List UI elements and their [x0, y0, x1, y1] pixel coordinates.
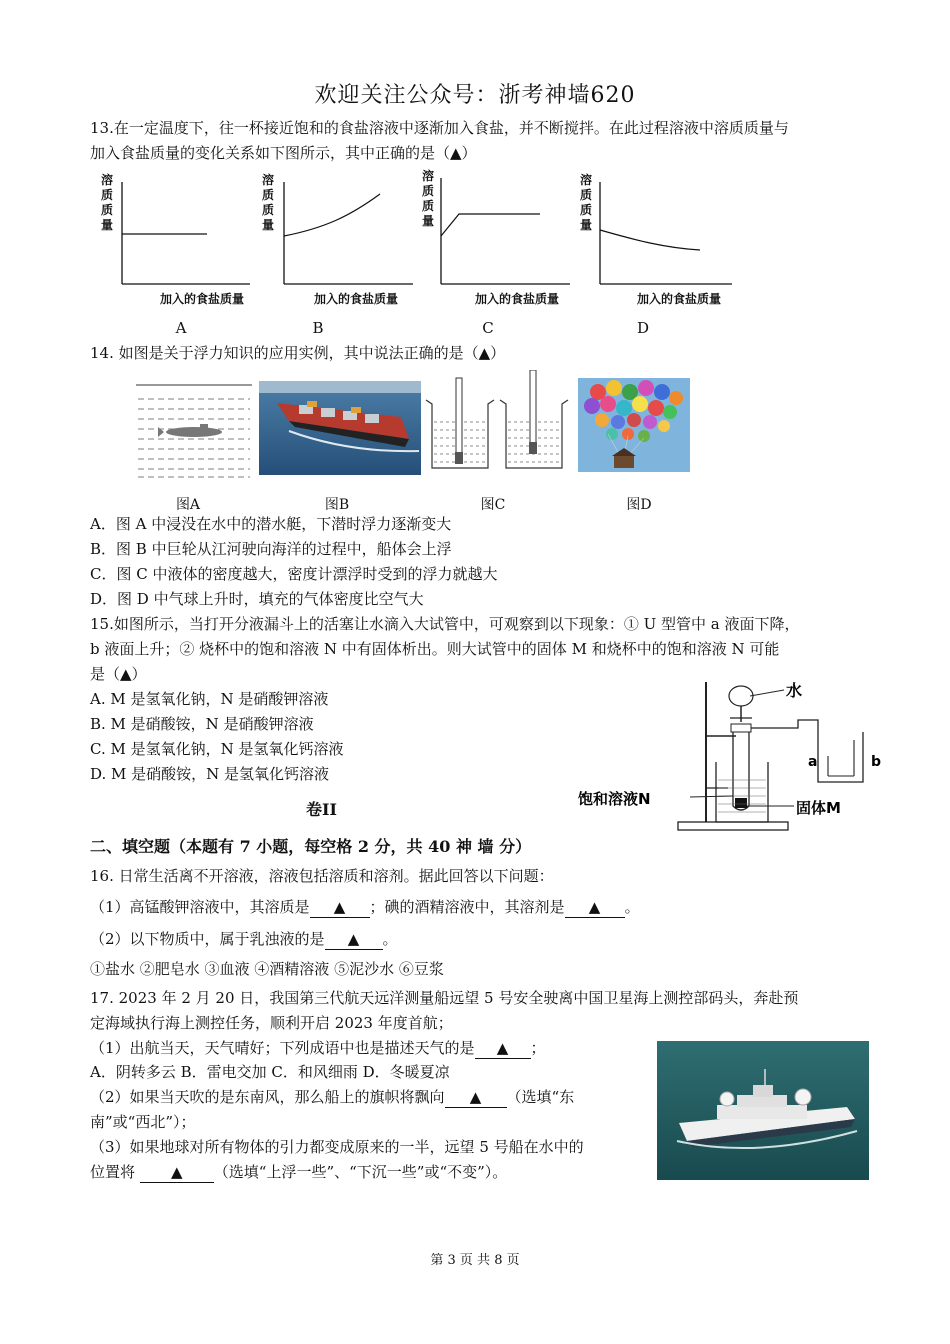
- q16-part1-c: 。: [624, 898, 640, 916]
- q13-option-c: C: [482, 319, 494, 337]
- q14-stem: 14. 如图是关于浮力知识的应用实例，其中说法正确的是（▲）: [90, 344, 506, 362]
- graph-a-ylabel-2: 质: [101, 188, 114, 202]
- section-title: 二、填空题（本题有 7 小题，每空格 2 分，共 40 神 墙 分）: [90, 837, 532, 856]
- graph-d-ylabel-2: 质: [580, 188, 593, 202]
- q16-part2-a: （2）以下物质中，属于乳浊液的是: [90, 930, 325, 948]
- graph-a-ylabel-3: 质: [101, 203, 114, 217]
- house-icon: [614, 456, 634, 468]
- q17-part1-b: ；: [530, 1039, 546, 1057]
- q17-part2-b: （选填“东: [506, 1088, 575, 1106]
- q13-stem-line2: 加入食盐质量的变化关系如下图所示，其中正确的是（▲）: [90, 144, 477, 162]
- page-footer: 第 3 页 共 8 页: [430, 1253, 520, 1268]
- q17-part3-line1: （3）如果地球对所有物体的引力都变成原来的一半，远望 5 号船在水中的: [90, 1138, 584, 1156]
- label-water: 水: [786, 681, 803, 700]
- graph-a: [101, 172, 250, 306]
- graph-c-ylabel-2: 质: [422, 184, 435, 198]
- q17-part1: [90, 1038, 546, 1059]
- q16-blank-3[interactable]: ▲: [325, 929, 383, 950]
- q17-stem-line2: 定海域执行海上测控任务，顺利开启 2023 年度首航；: [90, 1014, 453, 1032]
- q16-part2: [90, 929, 398, 950]
- graph-d-ylabel-3: 质: [580, 203, 593, 217]
- q15-choice-d: D. M 是硝酸铵，N 是氢氧化钙溶液: [90, 765, 330, 783]
- q17-part2-a: （2）如果当天吹的是东南风，那么船上的旗帜将飘向: [90, 1088, 445, 1106]
- q17-ship-photo: [657, 1041, 869, 1180]
- q15-choice-a: A. M 是氢氧化钠，N 是硝酸钾溶液: [90, 690, 329, 708]
- q17-blank-2[interactable]: ▲: [445, 1087, 507, 1108]
- fig-b-caption: 图B: [324, 497, 350, 513]
- page-header: 欢迎关注公众号：浙考神墙620: [314, 83, 636, 108]
- graph-a-ylabel-4: 量: [101, 218, 114, 232]
- label-saturated-solution: 饱和溶液N: [578, 790, 651, 808]
- q16-part1: [90, 897, 640, 918]
- graph-d-ylabel-1: 溶: [580, 173, 593, 187]
- graph-d-ylabel-4: 量: [580, 218, 593, 232]
- graph-a-xlabel: 加入的食盐质量: [160, 292, 245, 306]
- fig-a-submarine: [134, 381, 254, 481]
- q17-part3-c: （选填“上浮一些”、“下沉一些”或“不变”）。: [213, 1163, 508, 1181]
- q17-blank-3[interactable]: ▲: [140, 1162, 214, 1183]
- fig-c-caption: 图C: [480, 497, 506, 513]
- q15-stem-line3: 是（▲）: [90, 665, 147, 683]
- hydrometer-1-icon: [455, 452, 463, 464]
- graph-c: [422, 168, 570, 306]
- graph-b-xlabel: 加入的食盐质量: [314, 292, 399, 306]
- q14-choice-d: D．图 D 中气球上升时，填充的气体密度比空气大: [90, 590, 424, 608]
- q17-options: A．阴转多云 B．雷电交加 C．和风细雨 D．冬暖夏凉: [90, 1063, 450, 1081]
- q17-stem-line1: 17. 2023 年 2 月 20 日，我国第三代航天远洋测量船远望 5 号安全驶离中国卫星海上测控部码头，奔赴预: [90, 989, 799, 1007]
- q14-choice-a: A．图 A 中浸没在水中的潜水艇，下潜时浮力逐渐变大: [90, 515, 452, 533]
- graph-c-ylabel-4: 量: [422, 214, 435, 228]
- graph-c-xlabel: 加入的食盐质量: [475, 292, 560, 306]
- q17-blank-1[interactable]: ▲: [475, 1038, 531, 1059]
- graph-c-ylabel-1: 溶: [422, 169, 435, 183]
- q14-choice-b: B．图 B 中巨轮从江河驶向海洋的过程中，船体会上浮: [90, 540, 452, 558]
- graph-b-ylabel-3: 质: [262, 203, 275, 217]
- q13-option-d: D: [636, 319, 650, 337]
- q16-stem: 16. 日常生活离不开溶液，溶液包括溶质和溶剂。据此回答以下问题：: [90, 867, 554, 885]
- graph-b-ylabel-2: 质: [262, 188, 275, 202]
- funnel-icon: [729, 686, 753, 706]
- q13-stem-line1: 13.在一定温度下，往一杯接近饱和的食盐溶液中逐渐加入食盐，并不断搅拌。在此过程溶液中溶质质量与: [90, 119, 789, 137]
- q17-part2-cont: 南”或“西北”）；: [90, 1113, 196, 1131]
- beaker-icon: [716, 762, 768, 822]
- q16-part2-b: 。: [382, 930, 398, 948]
- fig-c-hydrometers: [422, 370, 572, 474]
- q15-stem-line2: b 液面上升；② 烧杯中的饱和溶液 N 中有固体析出。则大试管中的固体 M 和烧杯中的饱和溶液 N 可能: [90, 640, 780, 658]
- submarine-icon: [166, 427, 222, 437]
- q16-part1-a: （1）高锰酸钾溶液中，其溶质是: [90, 898, 310, 916]
- q17-part1-a: （1）出航当天，天气晴好；下列成语中也是描述天气的是: [90, 1039, 475, 1057]
- q17-part2: [90, 1087, 574, 1108]
- label-a: a: [808, 754, 818, 770]
- volume-title: 卷II: [306, 800, 337, 819]
- q16-blank-1[interactable]: ▲: [310, 897, 370, 918]
- graph-b: [262, 172, 413, 306]
- q16-part1-b: ；碘的酒精溶液中，其溶剂是: [369, 898, 565, 916]
- q15-apparatus: [578, 676, 888, 836]
- graph-a-ylabel-1: 溶: [101, 173, 114, 187]
- fig-d-balloons: [578, 378, 690, 472]
- q15-choice-c: C. M 是氢氧化钠，N 是氢氧化钙溶液: [90, 740, 344, 758]
- u-tube-icon: [818, 732, 863, 782]
- label-solid: 固体M: [796, 799, 841, 817]
- q14-choice-c: C．图 C 中液体的密度越大，密度计漂浮时受到的浮力就越大: [90, 565, 498, 583]
- q13-option-b: B: [312, 319, 324, 337]
- hydrometer-2-icon: [529, 442, 537, 454]
- q13-graphs: [95, 168, 865, 338]
- q13-option-a: A: [175, 319, 187, 337]
- fig-a-caption: 图A: [175, 497, 201, 513]
- q17-part3-line2: [90, 1162, 507, 1183]
- graph-d: [580, 172, 732, 306]
- fig-b-cargo-ship: [259, 381, 421, 475]
- graph-b-ylabel-4: 量: [262, 218, 275, 232]
- graph-d-xlabel: 加入的食盐质量: [637, 292, 722, 306]
- q15-choice-b: B. M 是硝酸铵，N 是硝酸钾溶液: [90, 715, 314, 733]
- label-b: b: [871, 754, 882, 770]
- q16-blank-2[interactable]: ▲: [565, 897, 625, 918]
- q16-items: ①盐水 ②肥皂水 ③血液 ④酒精溶液 ⑤泥沙水 ⑥豆浆: [90, 960, 444, 978]
- graph-b-ylabel-1: 溶: [262, 173, 275, 187]
- q15-stem-line1: 15.如图所示，当打开分液漏斗上的活塞让水滴入大试管中，可观察到以下现象：① U 型管中 a 液面下降，: [90, 615, 800, 633]
- graph-c-ylabel-3: 质: [422, 199, 435, 213]
- q17-part3-b: 位置将: [90, 1163, 136, 1181]
- fig-d-caption: 图D: [626, 497, 652, 513]
